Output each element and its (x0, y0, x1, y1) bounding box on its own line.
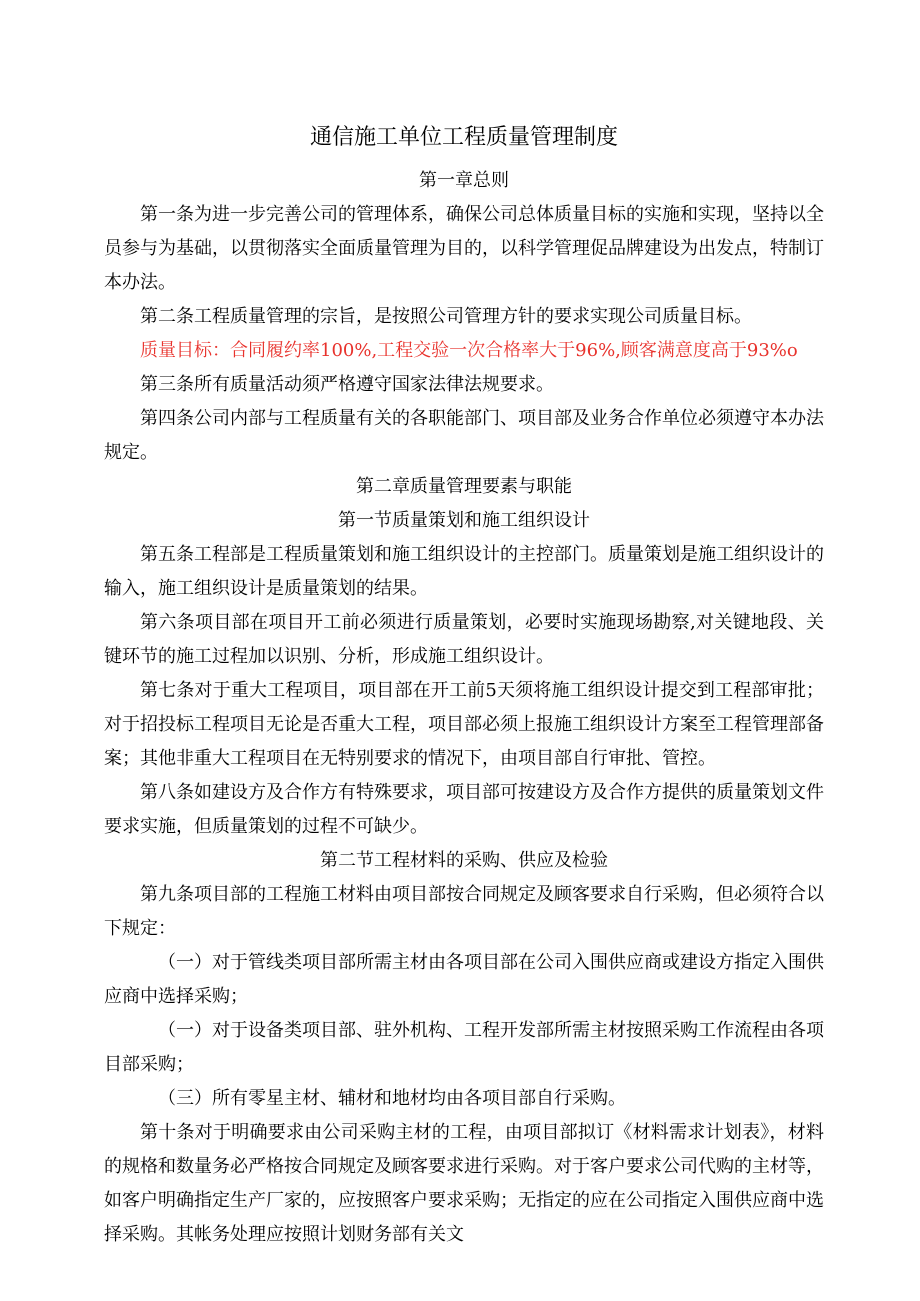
paragraph: （三）所有零星主材、辅材和地材均由各项目部自行采购。 (158, 1088, 626, 1109)
section-heading: 第二章质量管理要素与职能 (356, 476, 572, 497)
paragraph: 第四条公司内部与工程质量有关的各职能部门、项目部及业务合作单位必须遵守本办法规定。 (104, 408, 824, 463)
section-heading: 第一节质量策划和施工组织设计 (338, 510, 590, 531)
paragraph: 第十条对于明确要求由公司采购主材的工程，由项目部拟订《材料需求计划表》，材料的规格和数量务必严格按合同规定及顾客要求进行采购。对于客户要求公司代购的主材等，如客户明确指定生产厂家的，应按照客户要求采购；无指定的应在公司指定入围供应商中选择采购。其帐务处理应按照计划财务部有关文 (104, 1122, 824, 1245)
paragraph: （一）对于设备类项目部、驻外机构、工程开发部所需主材按照采购工作流程由各项目部采购； (104, 1020, 824, 1075)
paragraph: 第一条为进一步完善公司的管理体系，确保公司总体质量目标的实施和实现，坚持以全员参与为基础，以贯彻落实全面质量管理为目的，以科学管理促品牌建设为出发点，特制订本办法。 (104, 204, 824, 293)
paragraph: 第三条所有质量活动须严格遵守国家法律法规要求。 (140, 374, 554, 395)
document-title: 通信施工单位工程质量管理制度 (309, 125, 618, 150)
paragraph: 第二条工程质量管理的宗旨，是按照公司管理方针的要求实现公司质量目标。 (140, 306, 752, 327)
paragraph: 第七条对于重大工程项目，项目部在开工前5天须将施工组织设计提交到工程部审批；对于招投标工程项目无论是否重大工程，项目部必须上报施工组织设计方案至工程管理部备案；其他非重大工程项目在无特别要求的情况下，由项目部自行审批、管控。 (104, 680, 824, 769)
paragraph: 第八条如建设方及合作方有特殊要求，项目部可按建设方及合作方提供的质量策划文件要求实施，但质量策划的过程不可缺少。 (104, 782, 824, 837)
quality-target-paragraph: 质量目标：合同履约率100%,工程交验一次合格率大于96%,顾客满意度高于93%o (140, 340, 798, 361)
paragraph: 第六条项目部在项目开工前必须进行质量策划，必要时实施现场勘察,对关键地段、关键环节的施工过程加以识别、分析，形成施工组织设计。 (104, 612, 824, 667)
paragraph: 第五条工程部是工程质量策划和施工组织设计的主控部门。质量策划是施工组织设计的输入，施工组织设计是质量策划的结果。 (104, 544, 824, 599)
paragraph: （一）对于管线类项目部所需主材由各项目部在公司入围供应商或建设方指定入围供应商中选择采购； (104, 952, 824, 1007)
document-body (104, 164, 824, 1252)
section-heading: 第一章总则 (419, 170, 509, 191)
paragraph: 第九条项目部的工程施工材料由项目部按合同规定及顾客要求自行采购，但必须符合以下规定： (104, 884, 824, 939)
section-heading: 第二节工程材料的采购、供应及检验 (320, 850, 608, 871)
